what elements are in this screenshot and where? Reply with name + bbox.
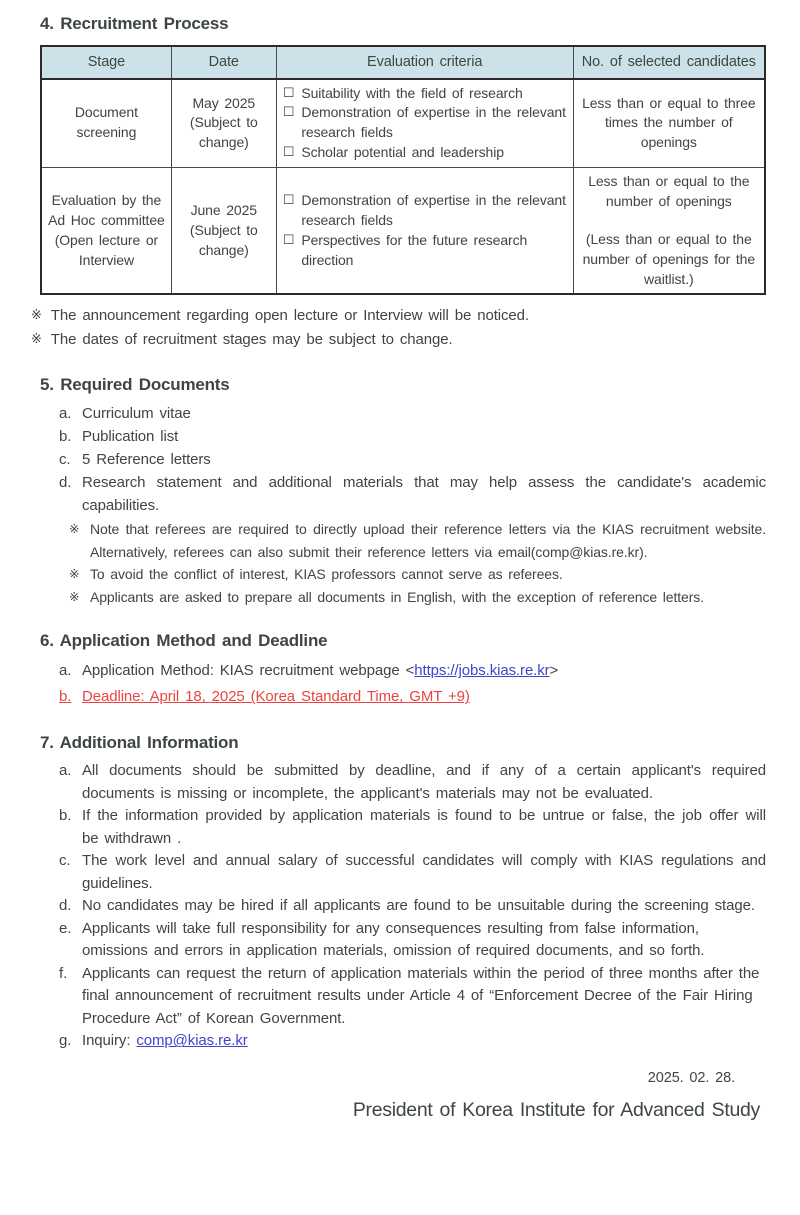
reference-mark-icon: ※ (31, 332, 42, 348)
signature: President of Korea Institute for Advanced Study (352, 1098, 760, 1121)
table-header-cell: Evaluation criteria (276, 46, 573, 79)
date-cell: May 2025 (Subject to change) (171, 79, 276, 168)
candidates-cell (573, 168, 765, 295)
item-label: c. (59, 852, 71, 870)
list-item (40, 850, 766, 895)
criteria-cell (276, 168, 573, 295)
item-label: a. (59, 762, 72, 780)
section6-title: 6. Application Method and Deadline (40, 631, 328, 651)
checkbox-icon: ☐ (282, 85, 295, 101)
checkbox-icon: ☐ (282, 193, 295, 209)
item-text: Curriculum vitae (82, 405, 191, 423)
criteria-text: Demonstration of expertise in the relevant research fields (301, 104, 566, 141)
list-item (40, 895, 766, 918)
item-text: The work level and annual salary of successful candidates will comply with KIAS regulations and guidelines. (82, 852, 766, 892)
item-text: Applicants can request the return of application materials within the period of three months after the final announcement of recruitment results under Article 4 of “Enforcement Decree of the Fair Hiring Procedure Act” of Korean Government. (82, 964, 760, 1027)
reference-mark-icon: ※ (31, 308, 42, 324)
criteria-cell (276, 79, 573, 168)
application-method-item (40, 658, 766, 684)
table-row (41, 168, 765, 295)
item-text: Research statement and additional materials that may help assess the candidate's academic capabilities. (82, 474, 766, 515)
criteria-item (283, 231, 567, 271)
list-item (40, 760, 766, 805)
deadline-item (40, 684, 470, 710)
section7 (40, 731, 766, 1053)
checkbox-icon: ☐ (282, 105, 295, 121)
item-label: b. (59, 428, 72, 446)
section7-title: 7. Additional Information (40, 733, 239, 753)
criteria-text: Perspectives for the future research direction (301, 231, 528, 268)
bracket-close: > (549, 662, 559, 680)
table-note (31, 304, 766, 328)
criteria-text: Demonstration of expertise in the relevant research fields (301, 192, 566, 228)
item-label: a. (59, 662, 72, 680)
table-header-row (41, 46, 765, 79)
item-text: All documents should be submitted by deadline, and if any of a certain applicant's required documents is missing or incomplete, the applicant's materials may not be evaluated. (82, 762, 766, 802)
section4-title: 4. Recruitment Process (40, 14, 229, 33)
item-label: d. (59, 474, 72, 492)
document-date: 2025. 02. 28. (647, 1069, 735, 1086)
sub-note (69, 586, 766, 609)
footer (40, 1067, 766, 1124)
required-documents-list (40, 402, 766, 517)
criteria-text: Scholar potential and leadership (301, 144, 504, 161)
table-header-cell: No. of selected candidates (573, 46, 765, 79)
list-item (40, 425, 766, 448)
reference-mark-icon: ※ (69, 588, 80, 604)
criteria-item (283, 143, 567, 163)
item-label: b. (59, 807, 72, 825)
item-label: f. (59, 964, 68, 982)
item-text: Applicants will take full responsibility for any consequences resulting from false information, omissions and errors in application materials, omission of required documents, and so forth. (82, 919, 705, 960)
date-cell: June 2025 (Subject to change) (171, 168, 276, 295)
inquiry-text: Inquiry: (82, 1032, 131, 1050)
item-label: g. (59, 1032, 72, 1050)
recruitment-webpage-link[interactable]: https://jobs.kias.re.kr (414, 662, 550, 680)
method-text: Application Method: KIAS recruitment webpage (82, 662, 400, 680)
checkbox-icon: ☐ (282, 145, 295, 161)
section5-notes (40, 518, 766, 608)
list-item (40, 918, 766, 963)
note-text: The dates of recruitment stages may be subject to change. (50, 331, 453, 349)
item-label: d. (59, 897, 72, 915)
item-text: No candidates may be hired if all applicants are found to be unsuitable during the screening stage. (82, 897, 755, 915)
note-text: Applicants are asked to prepare all documents in English, with the exception of reference letters. (90, 588, 704, 605)
recruitment-process-table (40, 45, 766, 295)
section5-title: 5. Required Documents (40, 375, 230, 395)
item-text: Publication list (82, 428, 179, 446)
item-text (82, 658, 766, 684)
item-text (82, 1030, 766, 1053)
table-header-cell: Date (171, 46, 276, 79)
item-label: b. (59, 688, 72, 706)
bracket-open: < (405, 662, 415, 680)
candidates-text: Less than or equal to the number of openings (588, 173, 750, 209)
note-text: The announcement regarding open lecture or Interview will be noticed. (50, 307, 529, 325)
reference-mark-icon: ※ (69, 566, 80, 582)
item-text: If the information provided by application materials is found to be untrue or false, the job offer will be withdrawn . (82, 807, 766, 847)
criteria-text: Suitability with the field of research (301, 84, 523, 101)
table-header-cell: Stage (41, 46, 171, 79)
list-item (40, 963, 766, 1031)
criteria-item (283, 84, 567, 104)
list-item (40, 805, 766, 850)
item-label: c. (59, 451, 71, 469)
deadline-text: Deadline: April 18, 2025 (Korea Standard Time, GMT +9) (82, 688, 470, 706)
table-row (41, 79, 765, 168)
table-notes (31, 304, 766, 352)
list-item (40, 448, 766, 471)
candidates-text: (Less than or equal to the number of openings for the waitlist.) (582, 230, 756, 287)
table-note (31, 328, 766, 352)
inquiry-email-link[interactable]: comp@kias.re.kr (136, 1032, 248, 1050)
section6 (40, 629, 766, 710)
sub-note (69, 563, 766, 586)
stage-cell: Evaluation by the Ad Hoc committee (Open lecture or Interview (41, 168, 171, 295)
note-text: To avoid the conflict of interest, KIAS professors cannot serve as referees. (90, 566, 563, 583)
inquiry-item (40, 1030, 766, 1053)
item-label: a. (59, 405, 72, 423)
checkbox-icon: ☐ (282, 232, 295, 248)
candidates-cell (573, 79, 765, 168)
list-item (40, 471, 766, 517)
note-text: Note that referees are required to directly upload their reference letters via the KIAS recruitment website. Alternatively, referees can also submit their reference letters via email(comp@kias.re.kr). (90, 521, 766, 560)
sub-note (69, 518, 766, 563)
item-label: e. (59, 919, 72, 937)
candidates-text: Less than or equal to three times the number of openings (582, 94, 756, 151)
stage-cell: Document screening (41, 79, 171, 168)
criteria-item (283, 103, 567, 143)
additional-information-list (40, 760, 766, 1030)
reference-mark-icon: ※ (69, 521, 80, 537)
section5 (40, 373, 766, 608)
list-item (40, 402, 766, 425)
criteria-item (283, 191, 567, 231)
item-text: 5 Reference letters (82, 451, 211, 469)
